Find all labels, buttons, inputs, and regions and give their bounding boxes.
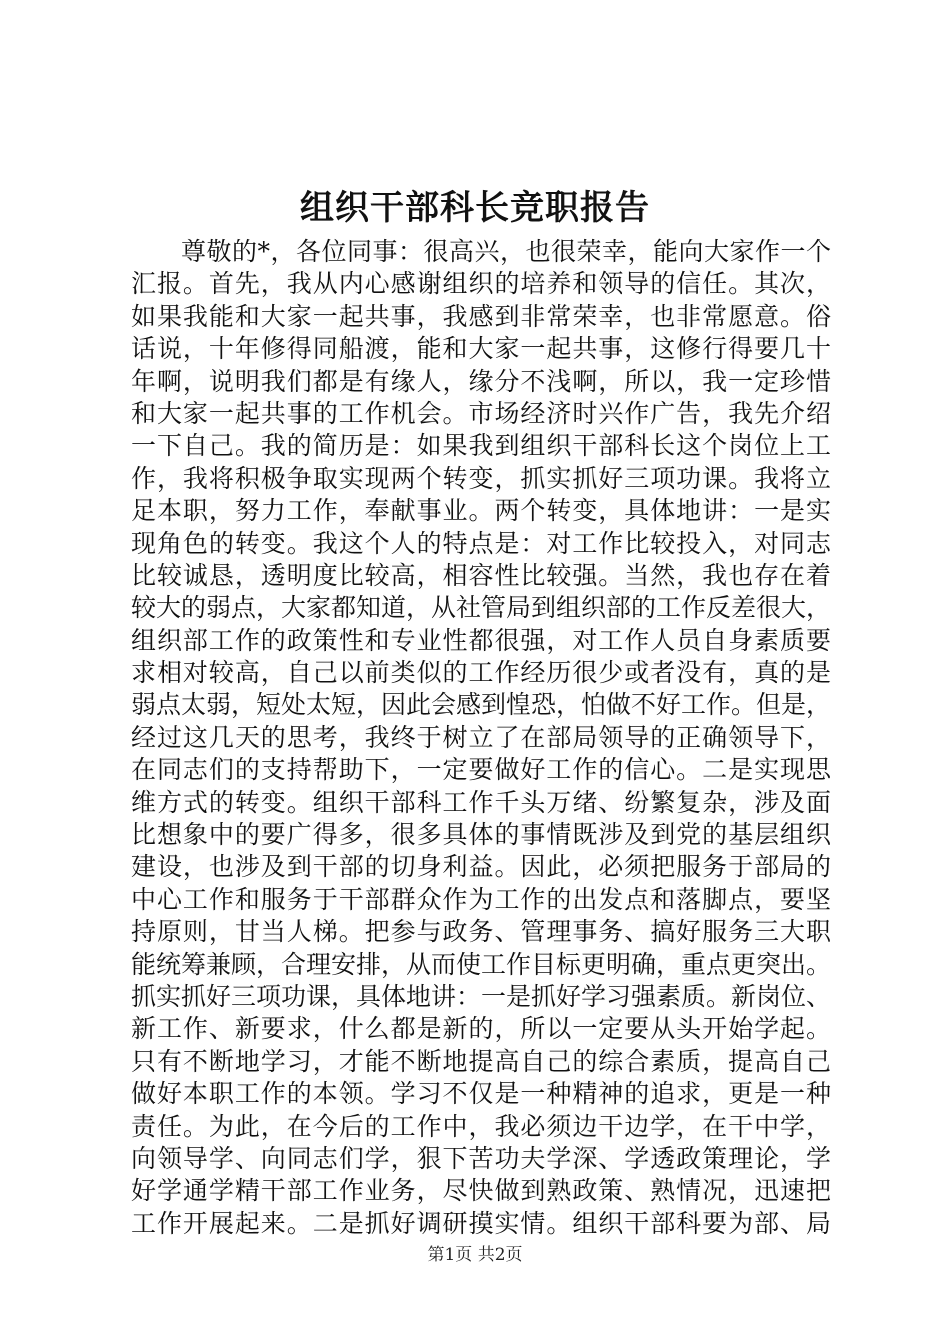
body-line: 如果我能和大家一起共事，我感到非常荣幸，也非常愿意。俗 xyxy=(131,301,831,331)
body-line: 一下自己。我的简历是：如果我到组织干部科长这个岗位上工 xyxy=(131,431,831,461)
body-line: 比想象中的要广得多，很多具体的事情既涉及到党的基层组织 xyxy=(131,820,831,850)
body-line: 持原则，甘当人梯。把参与政务、管理事务、搞好服务三大职 xyxy=(131,917,831,947)
body-line: 中心工作和服务于干部群众作为工作的出发点和落脚点，要坚 xyxy=(131,884,831,914)
body-line: 工作开展起来。二是抓好调研摸实情。组织干部科要为部、局 xyxy=(131,1208,831,1238)
body-line: 比较诚恳，透明度比较高，相容性比较强。当然，我也存在着 xyxy=(131,560,831,590)
body-line: 话说，十年修得同船渡，能和大家一起共事，这修行得要几十 xyxy=(131,334,831,364)
body-line: 尊敬的*，各位同事：很高兴，也很荣幸，能向大家作一个 xyxy=(181,237,831,266)
body-line: 抓实抓好三项功课，具体地讲：一是抓好学习强素质。新岗位、 xyxy=(131,981,832,1011)
body-line: 新工作、新要求，什么都是新的，所以一定要从头开始学起。 xyxy=(131,1014,831,1044)
body-line: 组织部工作的政策性和专业性都很强，对工作人员自身素质要 xyxy=(131,625,831,655)
body-line: 责任。为此，在今后的工作中，我必须边干边学，在干中学， xyxy=(131,1111,831,1141)
body-line: 弱点太弱，短处太短，因此会感到惶恐，怕做不好工作。但是， xyxy=(131,690,832,720)
body-line: 维方式的转变。组织干部科工作千头万绪、纷繁复杂，涉及面 xyxy=(131,787,831,817)
body-line: 年啊，说明我们都是有缘人，缘分不浅啊，所以，我一定珍惜 xyxy=(131,366,831,396)
body-line: 向领导学、向同志们学，狠下苦功夫学深、学透政策理论，学 xyxy=(131,1143,831,1173)
body-line: 较大的弱点，大家都知道，从社管局到组织部的工作反差很大， xyxy=(131,593,832,623)
body-line: 汇报。首先，我从内心感谢组织的培养和领导的信任。其次， xyxy=(131,269,831,299)
body-line: 只有不断地学习，才能不断地提高自己的综合素质，提高自己 xyxy=(131,1046,831,1076)
body-line: 能统筹兼顾，合理安排，从而使工作目标更明确，重点更突出。 xyxy=(131,949,832,979)
body-line: 作，我将积极争取实现两个转变，抓实抓好三项功课。我将立 xyxy=(131,463,831,493)
body-line: 现角色的转变。我这个人的特点是：对工作比较投入，对同志 xyxy=(131,528,831,558)
body-line: 和大家一起共事的工作机会。市场经济时兴作广告，我先介绍 xyxy=(131,398,831,428)
body-line: 足本职，努力工作，奉献事业。两个转变，具体地讲：一是实 xyxy=(131,496,831,526)
document-body xyxy=(131,236,832,1238)
body-line: 好学通学精干部工作业务，尽快做到熟政策、熟情况，迅速把 xyxy=(131,1176,831,1206)
page-number-footer: 第1页 共2页 xyxy=(427,1245,523,1265)
document-title: 组织干部科长竞职报告 xyxy=(300,188,650,228)
body-line: 在同志们的支持帮助下，一定要做好工作的信心。二是实现思 xyxy=(131,755,831,785)
body-line: 建设，也涉及到干部的切身利益。因此，必须把服务于部局的 xyxy=(131,852,831,882)
body-line: 求相对较高，自己以前类似的工作经历很少或者没有，真的是 xyxy=(131,658,831,688)
body-line: 经过这几天的思考，我终于树立了在部局领导的正确领导下， xyxy=(131,722,831,752)
body-line: 做好本职工作的本领。学习不仅是一种精神的追求，更是一种 xyxy=(131,1079,831,1109)
